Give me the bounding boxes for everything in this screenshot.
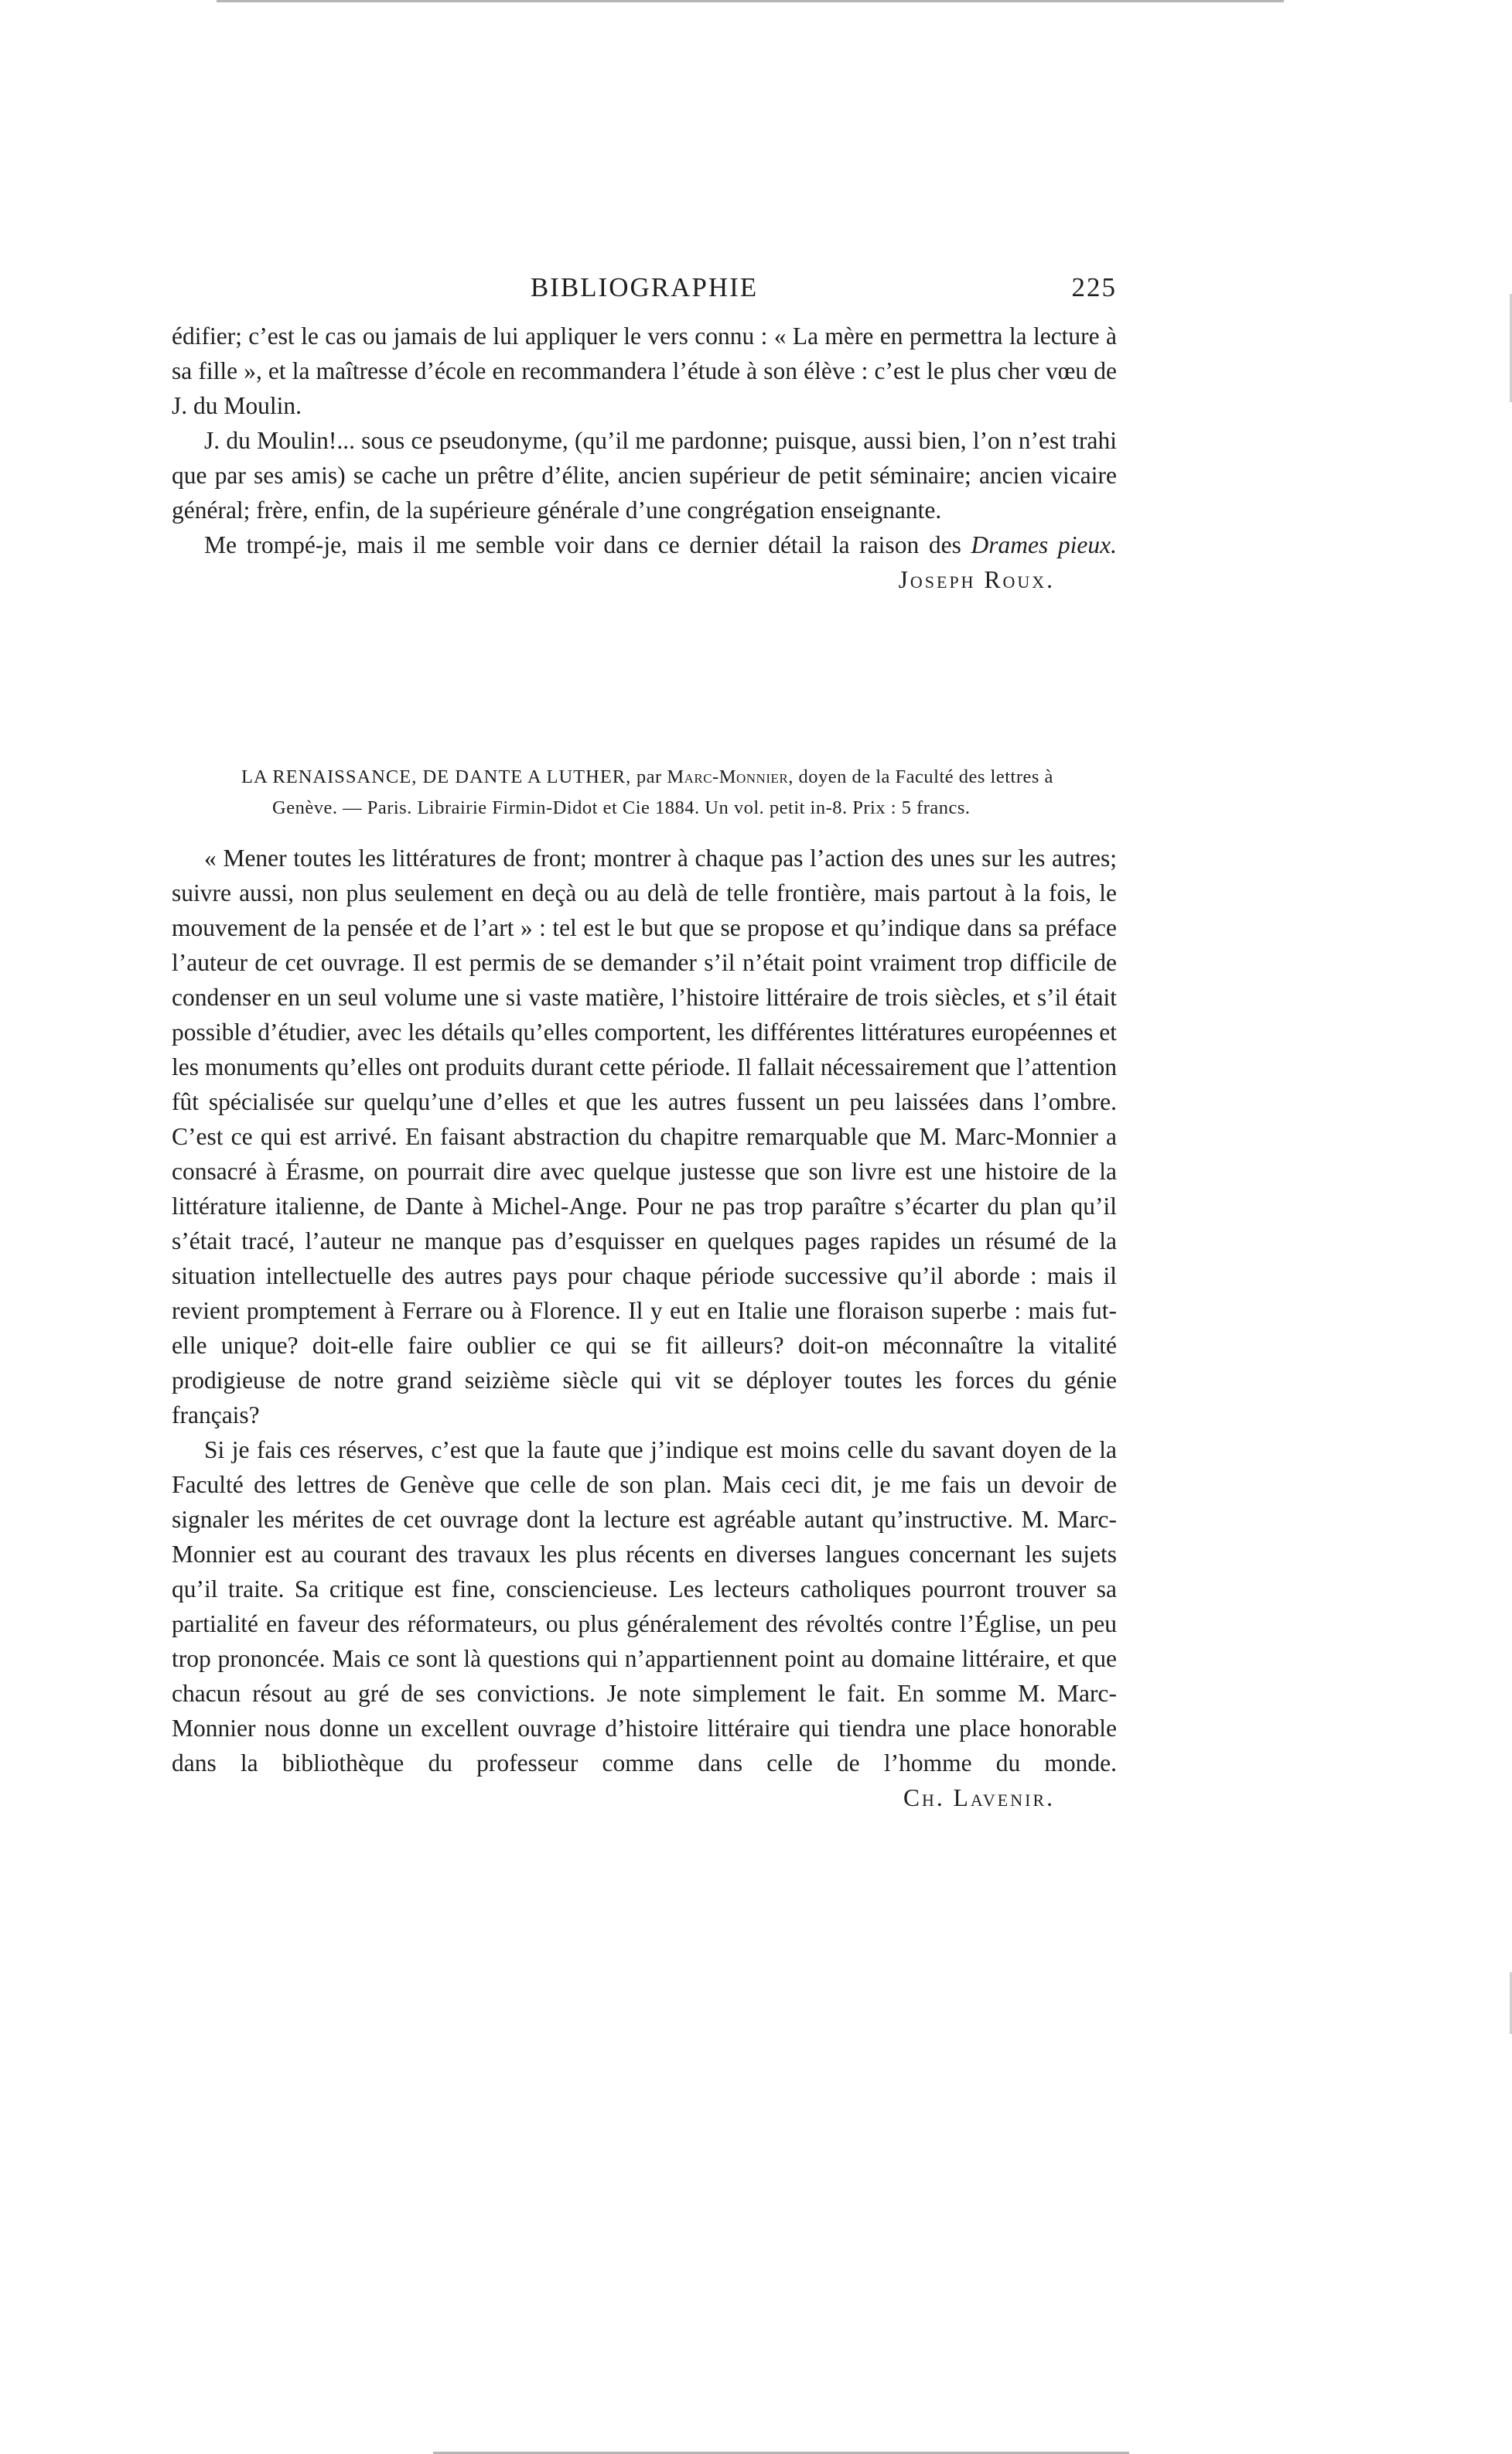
review-paragraph: édifier; c’est le cas ou jamais de lui appliquer le vers connu : « La mère en permettra la lecture à sa fille », et la maîtresse d’école en recommandera l’étude à son élève : c’est le plus cher vœu de J. du Moulin.	[172, 323, 1117, 419]
book-details: doyen de la Faculté des lettres à Genève. — Paris. Librairie Firmin-Didot et Cie 1884. Un vol. petit in-8. Prix : 5 francs.	[272, 766, 1053, 818]
review-paragraph-text: Me trompé-je, mais il me semble voir dans ce dernier détail la raison des	[204, 531, 961, 558]
book-title-italic: Drames pieux.	[971, 531, 1117, 558]
reviewer-signature: Ch. Lavenir.	[903, 1784, 1055, 1811]
scan-top-border	[217, 0, 1284, 2]
review-paragraph: J. du Moulin!... sous ce pseudonyme, (qu’il me pardonne; puisque, aussi bien, l’on n’est trahi que par ses amis) se cache un prêtre d’élite, ancien supérieur de petit séminaire; ancien vicaire général; frère, enfin, de la supérieure générale d’une congrégation enseignante.	[172, 427, 1117, 524]
review-drames-pieux	[172, 319, 1117, 632]
by-word: par	[636, 766, 662, 787]
book-reference	[241, 762, 1094, 824]
book-title: LA RENAISSANCE, DE DANTE A LUTHER,	[241, 766, 632, 787]
review-paragraph-signed	[172, 1432, 1117, 1850]
review-paragraph-signed	[172, 527, 1117, 632]
running-header	[172, 272, 1117, 312]
review-paragraph-text: Si je fais ces réserves, c’est que la faute que j’indique est moins celle du savant doyen de la Faculté des lettres de Genève que celle de son plan. Mais ceci dit, je me fais un devoir de signaler les mérites de cet ouvrage dont la lecture est agréable autant qu’instructive. M. Marc-Monnier est au courant des travaux les plus récents en diverses langues concernant les sujets qu’il traite. Sa critique est fine, consciencieuse. Les lecteurs catholiques pourront trouver sa partialité en faveur des réformateurs, ou plus généralement des révoltés contre l’Église, un peu trop prononcée. Mais ce sont là questions qui n’appartiennent point au domaine littéraire, et que chacun résout au gré de ses convictions. Je note simplement le fait. En somme M. Marc-Monnier nous donne un excellent ouvrage d’histoire littéraire qui tiendra une place honorable dans la bibliothèque du professeur comme dans celle de l’homme du monde.	[172, 1436, 1117, 1777]
page-number: 225	[1071, 272, 1117, 302]
book-author: Marc-Monnier,	[667, 766, 794, 787]
review-renaissance	[172, 841, 1117, 1850]
reviewer-signature: Joseph Roux.	[898, 566, 1055, 593]
page-body	[172, 272, 1117, 1850]
book-reference-text	[241, 762, 1094, 824]
running-title: BIBLIOGRAPHIE	[530, 272, 759, 302]
review-paragraph: « Mener toutes les littératures de front; montrer à chaque pas l’action des unes sur les autres; suivre aussi, non plus seulement en deçà ou au delà de telle frontière, mais partout à la fois, le mouvement de la pensée et de l’art » : tel est le but que se propose et qu’indique dans sa préface l’auteur de cet ouvrage. Il est permis de se demander s’il n’était point vraiment trop difficile de condenser en un seul volume une si vaste matière, l’histoire littéraire de trois siècles, et s’il était possible d’étudier, avec les détails qu’elles comportent, les différentes littératures européennes et les monuments qu’elles ont produits durant cette période. Il fallait nécessairement que l’attention fût spécialisée sur quelqu’une d’elles et que les autres fussent un peu laissées dans l’ombre. C’est ce qui est arrivé. En faisant abstraction du chapitre remarquable que M. Marc-Monnier a consacré à Érasme, on pourrait dire avec quelque justesse que son livre est une histoire de la littérature italienne, de Dante à Michel-Ange. Pour ne pas trop paraître s’écarter du plan qu’il s’était tracé, l’auteur ne manque pas d’esquisser en quelques pages rapides un résumé de la situation intellectuelle des autres pays pour chaque période successive qu’il aborde : mais il revient promptement à Ferrare ou à Florence. Il y eut en Italie une floraison superbe : mais fut-elle unique? doit-elle faire oublier ce qui se fit ailleurs? doit-on méconnaître la vitalité prodigieuse de notre grand seizième siècle qui vit se déployer toutes les forces du génie français?	[172, 845, 1117, 1428]
